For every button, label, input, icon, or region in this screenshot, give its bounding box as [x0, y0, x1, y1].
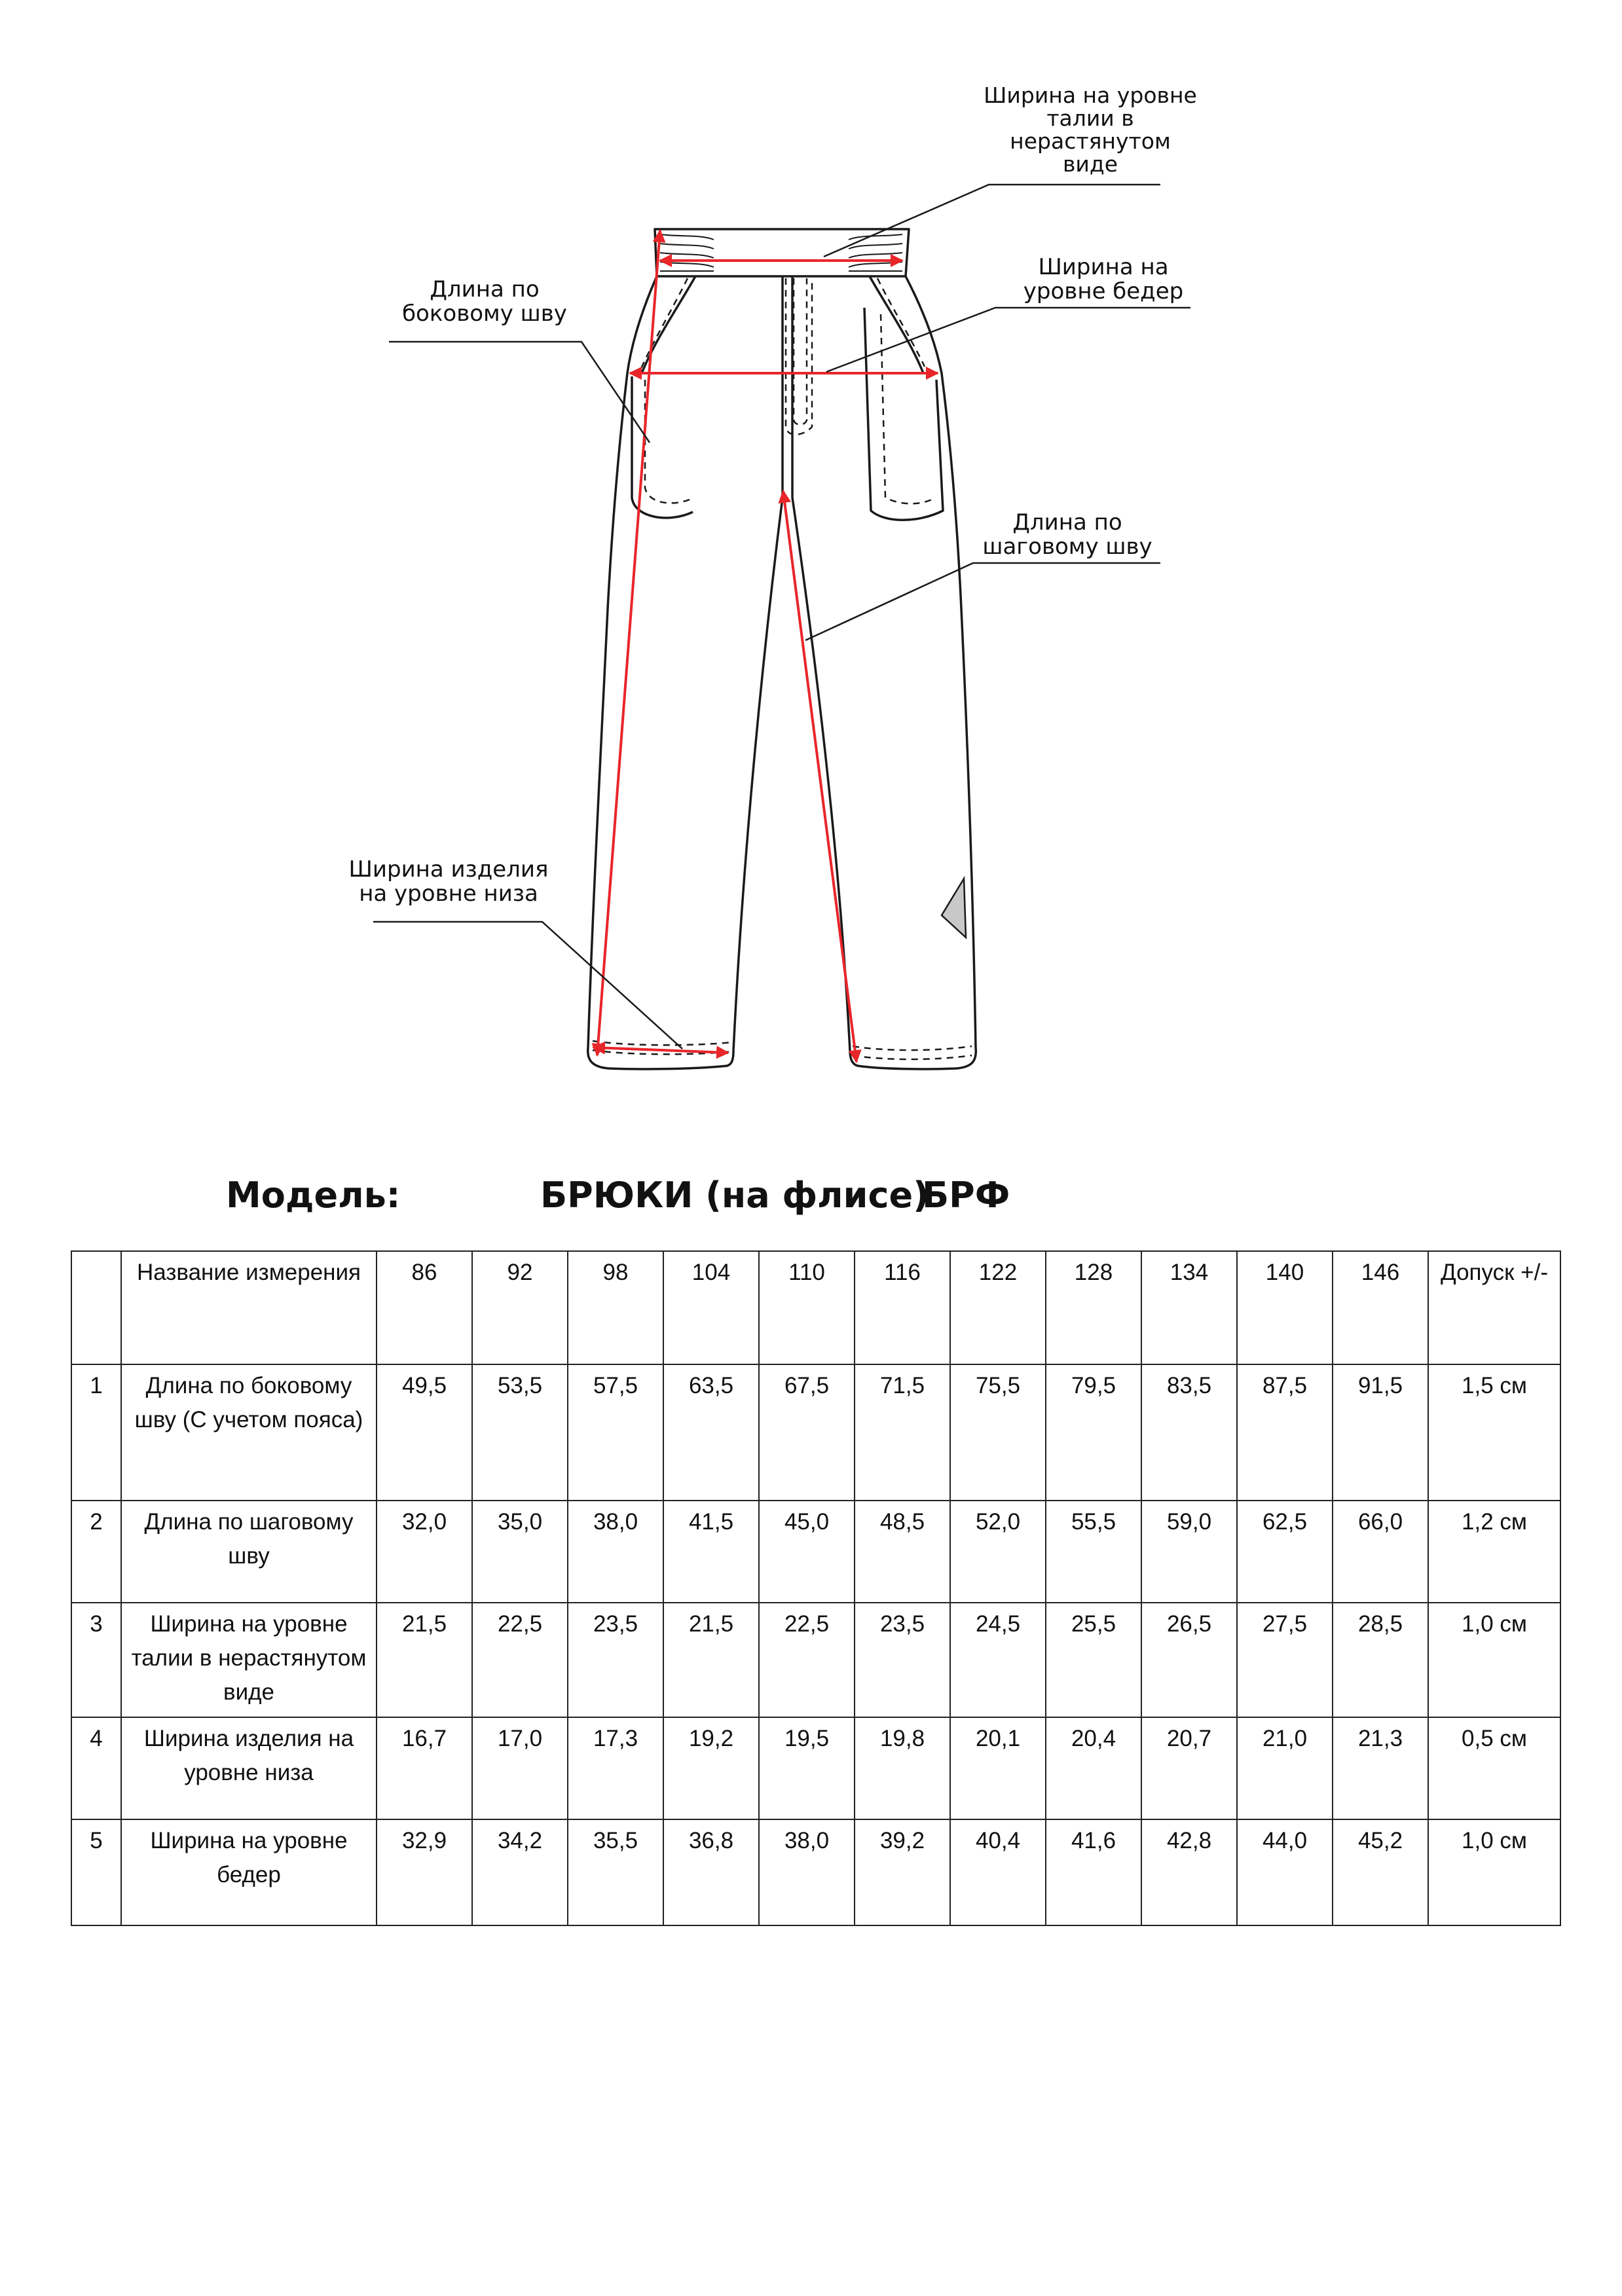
header-size: 122	[950, 1251, 1046, 1364]
header-size: 128	[1046, 1251, 1141, 1364]
header-size: 110	[759, 1251, 855, 1364]
header-size: 104	[663, 1251, 759, 1364]
header-size: 146	[1333, 1251, 1428, 1364]
model-label: Модель:	[226, 1175, 401, 1216]
right-leg-outline	[792, 276, 976, 1069]
row-value: 23,5	[568, 1603, 663, 1717]
header-name: Название измерения	[121, 1251, 377, 1364]
hem-width-label: Ширина изделия на уровне низа	[348, 856, 549, 907]
row-tolerance: 0,5 см	[1428, 1717, 1560, 1819]
row-value: 27,5	[1237, 1603, 1333, 1717]
table-row	[71, 1819, 1560, 1925]
table-header-row	[71, 1251, 1560, 1364]
reflective-patch	[942, 879, 966, 938]
row-value: 87,5	[1237, 1364, 1333, 1501]
row-num: 5	[71, 1819, 121, 1925]
row-value: 45,2	[1333, 1819, 1428, 1925]
row-name: Ширина изделия на уровне низа	[121, 1717, 377, 1819]
header-size: 86	[377, 1251, 472, 1364]
row-value: 91,5	[1333, 1364, 1428, 1501]
header-size: 92	[472, 1251, 568, 1364]
row-value: 45,0	[759, 1501, 855, 1603]
row-value: 63,5	[663, 1364, 759, 1501]
row-tolerance: 1,2 см	[1428, 1501, 1560, 1603]
row-name: Ширина на уровне бедер	[121, 1819, 377, 1925]
table-row	[71, 1603, 1560, 1717]
side-seam-leader	[389, 342, 650, 443]
header-size: 140	[1237, 1251, 1333, 1364]
row-name: Ширина на уровне талии в нерастянутом виде	[121, 1603, 377, 1717]
row-value: 71,5	[855, 1364, 950, 1501]
row-value: 75,5	[950, 1364, 1046, 1501]
row-value: 21,0	[1237, 1717, 1333, 1819]
table-row	[71, 1364, 1560, 1501]
row-value: 32,0	[377, 1501, 472, 1603]
inseam-length-label: Длина по шаговому шву	[982, 509, 1152, 560]
row-tolerance: 1,5 см	[1428, 1364, 1560, 1501]
header-tolerance: Допуск +/-	[1428, 1251, 1560, 1364]
row-value: 19,2	[663, 1717, 759, 1819]
header-size: 98	[568, 1251, 663, 1364]
row-value: 38,0	[568, 1501, 663, 1603]
row-value: 52,0	[950, 1501, 1046, 1603]
fly-stitch	[786, 278, 812, 435]
waist-width-label: Ширина на уровне талии в нерастянутом виде	[984, 82, 1197, 177]
waistband-elastic	[660, 234, 902, 271]
table-row	[71, 1717, 1560, 1819]
model-code: БРФ	[922, 1175, 1010, 1216]
row-value: 41,6	[1046, 1819, 1141, 1925]
row-value: 66,0	[1333, 1501, 1428, 1603]
row-value: 39,2	[855, 1819, 950, 1925]
row-num: 1	[71, 1364, 121, 1501]
row-value: 34,2	[472, 1819, 568, 1925]
model-name: БРЮКИ (на флисе)	[540, 1175, 929, 1216]
row-value: 28,5	[1333, 1603, 1428, 1717]
row-value: 20,4	[1046, 1717, 1141, 1819]
side-seam-length-label: Длина по боковому шву	[402, 276, 567, 327]
row-value: 22,5	[472, 1603, 568, 1717]
inseam-arrow	[783, 491, 857, 1062]
row-value: 49,5	[377, 1364, 472, 1501]
row-value: 40,4	[950, 1819, 1046, 1925]
row-value: 21,5	[377, 1603, 472, 1717]
row-value: 36,8	[663, 1819, 759, 1925]
row-value: 22,5	[759, 1603, 855, 1717]
row-value: 59,0	[1141, 1501, 1237, 1603]
fly	[783, 276, 792, 498]
row-name: Длина по шаговому шву	[121, 1501, 377, 1603]
row-tolerance: 1,0 см	[1428, 1819, 1560, 1925]
row-tolerance: 1,0 см	[1428, 1603, 1560, 1717]
row-value: 53,5	[472, 1364, 568, 1501]
pants-outline	[588, 229, 976, 1069]
row-value: 57,5	[568, 1364, 663, 1501]
row-value: 25,5	[1046, 1603, 1141, 1717]
row-value: 26,5	[1141, 1603, 1237, 1717]
row-value: 20,1	[950, 1717, 1046, 1819]
row-value: 55,5	[1046, 1501, 1141, 1603]
row-value: 21,5	[663, 1603, 759, 1717]
hem-leader	[373, 922, 682, 1049]
header-size: 134	[1141, 1251, 1237, 1364]
waist-leader	[824, 185, 1160, 257]
row-name: Длина по боковому шву (С учетом пояса)	[121, 1364, 377, 1501]
row-value: 32,9	[377, 1819, 472, 1925]
row-value: 21,3	[1333, 1717, 1428, 1819]
hem-arrow	[593, 1048, 728, 1053]
row-value: 44,0	[1237, 1819, 1333, 1925]
row-value: 23,5	[855, 1603, 950, 1717]
row-value: 79,5	[1046, 1364, 1141, 1501]
inseam-leader	[805, 563, 1160, 640]
hip-width-label: Ширина на уровне бедер	[1023, 254, 1184, 304]
row-value: 19,8	[855, 1717, 950, 1819]
row-value: 16,7	[377, 1717, 472, 1819]
row-value: 24,5	[950, 1603, 1046, 1717]
table-row	[71, 1501, 1560, 1603]
pants-technical-sketch	[0, 0, 1622, 1113]
row-value: 20,7	[1141, 1717, 1237, 1819]
row-num: 2	[71, 1501, 121, 1603]
row-value: 17,0	[472, 1717, 568, 1819]
row-value: 19,5	[759, 1717, 855, 1819]
row-value: 83,5	[1141, 1364, 1237, 1501]
right-pocket-stitch	[877, 278, 933, 503]
header-num	[71, 1251, 121, 1364]
row-value: 17,3	[568, 1717, 663, 1819]
row-value: 62,5	[1237, 1501, 1333, 1603]
row-value: 38,0	[759, 1819, 855, 1925]
row-value: 67,5	[759, 1364, 855, 1501]
header-size: 116	[855, 1251, 950, 1364]
row-value: 35,5	[568, 1819, 663, 1925]
row-value: 42,8	[1141, 1819, 1237, 1925]
row-value: 48,5	[855, 1501, 950, 1603]
measurement-table	[71, 1250, 1561, 1926]
row-num: 4	[71, 1717, 121, 1819]
right-pocket	[864, 276, 943, 520]
row-value: 41,5	[663, 1501, 759, 1603]
row-value: 35,0	[472, 1501, 568, 1603]
right-hem-stitch	[853, 1046, 972, 1059]
row-num: 3	[71, 1603, 121, 1717]
